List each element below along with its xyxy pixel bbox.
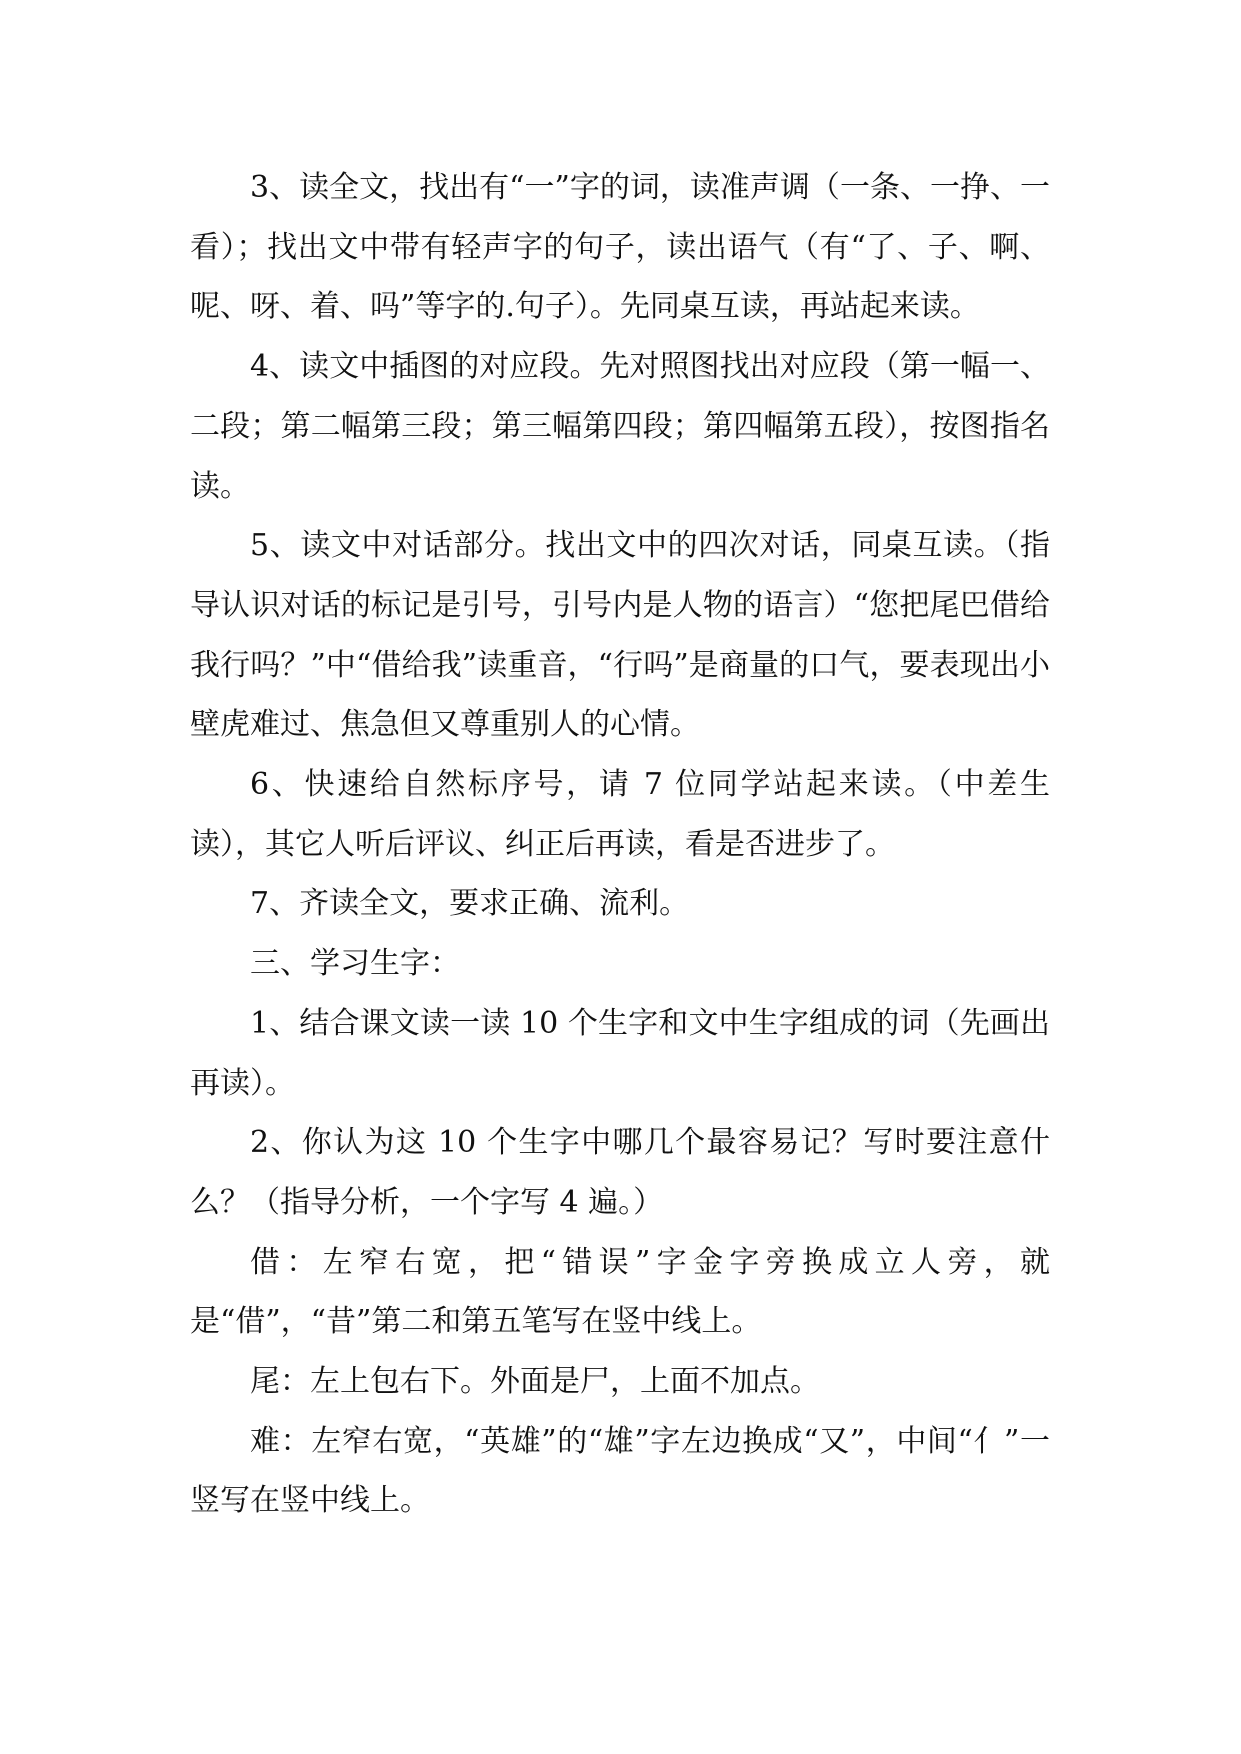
document-body <box>190 158 1050 1531</box>
paragraph-read-aloud-together: 7、齐读全文，要求正确、流利。 <box>250 886 690 922</box>
paragraph-character-jie: 借：左窄右宽，把“错误”字金字旁换成立人旁，就是“借”，“昔”第二和第五笔写在竖中线上。 <box>190 1244 1050 1340</box>
paragraph-read-dialogue: 5、读文中对话部分。找出文中的四次对话，同桌互读。（指导认识对话的标记是引号，引号内是人物的语言）“您把尾巴借给我行吗？”中“借给我”读重音，“行吗”是商量的口气，要表现出小壁虎难过、焦急但又尊重别人的心情。 <box>190 528 1050 743</box>
paragraph-easiest-characters: 2、你认为这 10 个生字中哪几个最容易记？写时要注意什么？（指导分析，一个字写 4 遍。） <box>190 1125 1050 1220</box>
paragraph-character-nan: 难：左窄右宽，“英雄”的“雄”字左边换成“又”，中间“亻”一竖写在竖中线上。 <box>190 1423 1050 1519</box>
section-heading-learn-characters: 三、学习生字： <box>250 946 460 982</box>
paragraph-read-new-characters: 1、结合课文读一读 10 个生字和文中生字组成的词（先画出再读）。 <box>190 1005 1050 1101</box>
paragraph-read-illustration-sections: 4、读文中插图的对应段。先对照图找出对应段（第一幅一、二段；第二幅第三段；第三幅第四段；第四幅第五段），按图指名读。 <box>190 349 1050 504</box>
paragraph-read-full-text: 3、读全文，找出有“一”字的词，读准声调（一条、一挣、一看）；找出文中带有轻声字的句子，读出语气（有“了、子、啊、呢、呀、着、吗”等字的.句子）。先同桌互读，再站起来读。 <box>190 170 1050 325</box>
paragraph-number-paragraphs: 6、快速给自然标序号，请 7 位同学站起来读。（中差生读），其它人听后评议、纠正后再读，看是否进步了。 <box>190 767 1050 862</box>
paragraph-character-wei: 尾：左上包右下。外面是尸，上面不加点。 <box>250 1364 820 1400</box>
